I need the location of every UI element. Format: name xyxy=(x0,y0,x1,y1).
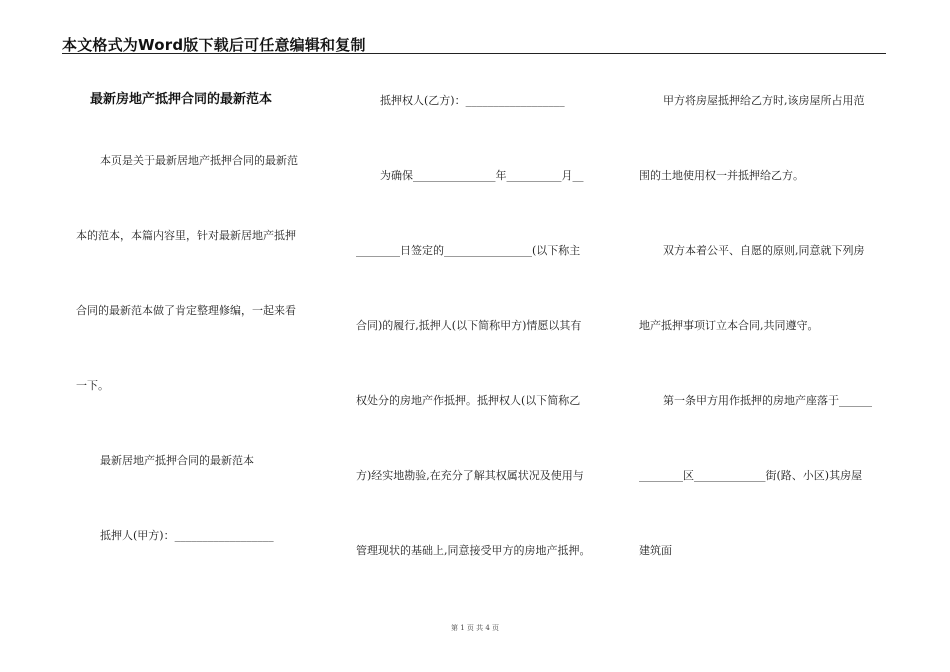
paragraph-line: 第一条甲方用作抵押的房地产座落于______ xyxy=(663,394,872,407)
page-header: 本文格式为Word版下载后可任意编辑和复制 xyxy=(62,36,366,54)
page-number-footer: 第 1 页 共 4 页 xyxy=(450,624,500,632)
paragraph-line: 一下。 xyxy=(76,379,109,392)
paragraph-line: 管理现状的基础上,同意接受甲方的房地产抵押。 xyxy=(356,544,591,557)
party-a-field: 抵押人(甲方)：__________________ xyxy=(100,529,274,542)
paragraph-line: ________区_____________街(路、小区)其房屋 xyxy=(639,469,863,482)
paragraph-line: 建筑面 xyxy=(639,544,672,557)
paragraph-line: 最新居地产抵押合同的最新范本 xyxy=(100,454,254,467)
paragraph-line: 地产抵押事项订立本合同,共同遵守。 xyxy=(639,319,819,332)
paragraph-line: 合同)的履行,抵押人(以下简称甲方)情愿以其有 xyxy=(356,319,582,332)
paragraph-line: 本的范本，本篇内容里，针对最新居地产抵押 xyxy=(76,229,296,242)
paragraph-line: 方)经实地勘验,在充分了解其权属状况及使用与 xyxy=(356,469,584,482)
paragraph-line: 甲方将房屋抵押给乙方时,该房屋所占用范 xyxy=(663,94,865,107)
paragraph-line: 双方本着公平、自愿的原则,同意就下列房 xyxy=(663,244,865,257)
paragraph-line: ________日签定的________________(以下称主 xyxy=(356,244,581,257)
paragraph-line: 合同的最新范本做了肯定整理修编，一起来看 xyxy=(76,304,296,317)
document-title: 最新房地产抵押合同的最新范本 xyxy=(90,92,273,107)
paragraph-line: 本页是关于最新居地产抵押合同的最新范 xyxy=(100,154,298,167)
header-rule xyxy=(62,53,886,54)
paragraph-line: 围的土地使用权一并抵押给乙方。 xyxy=(639,169,804,182)
paragraph-line: 权处分的房地产作抵押。抵押权人(以下简称乙 xyxy=(356,394,581,407)
paragraph-line: 为确保_______________年__________月__ xyxy=(380,169,584,182)
party-b-field: 抵押权人(乙方)：__________________ xyxy=(380,94,565,107)
